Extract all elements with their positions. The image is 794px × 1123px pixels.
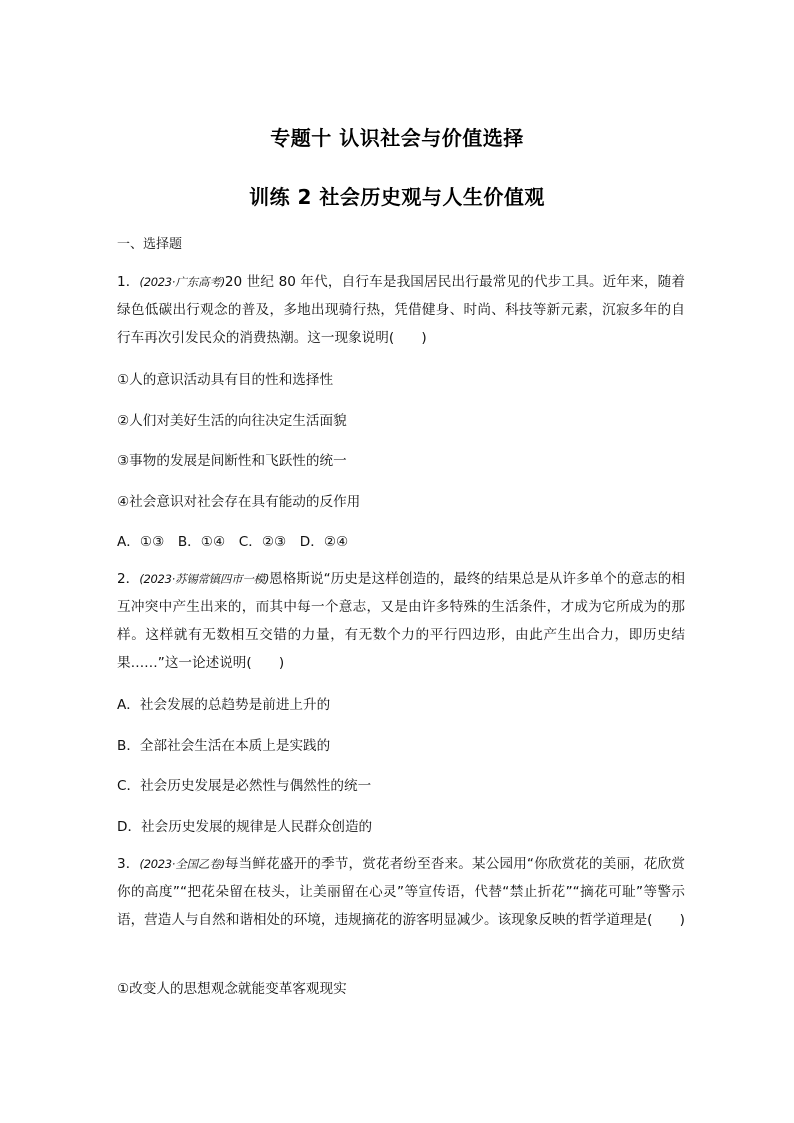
page-title: 专题十 认识社会与价值选择 (270, 126, 524, 150)
question-source: (2023·广东高考) (139, 275, 225, 289)
question-source: (2023·苏锡常镇四市一模) (139, 572, 270, 586)
answer-choice-b: B．全部社会生活在本质上是实践的 (117, 738, 331, 754)
question-1 (117, 268, 685, 352)
question-number: 3． (117, 856, 140, 872)
statement-item: ④社会意识对社会存在具有能动的反作用 (117, 494, 361, 510)
section-heading: 一、选择题 (117, 237, 183, 252)
question-2 (117, 565, 685, 677)
question-text: 恩格斯说“历史是这样创造的，最终的结果总是从许多单个的意志的相互冲突中产生出来的，而其中每一个意志，又是由许多特殊的生活条件，才成为它所成为的那样。这样就有无数相互交错的力量，有无数个力的平行四边形，由此产生出合力，即历史结果……”这一论述说明( ) (117, 571, 685, 671)
question-number: 2． (117, 571, 140, 587)
answer-options: A．①③ B．①④ C．②③ D．②④ (117, 534, 349, 550)
question-source: (2023·全国乙卷) (139, 857, 225, 871)
answer-choice-c: C．社会历史发展是必然性与偶然性的统一 (117, 778, 372, 794)
statement-item: ②人们对美好生活的向往决定生活面貌 (117, 413, 347, 429)
question-3 (117, 850, 685, 934)
question-text: 20 世纪 80 年代，自行车是我国居民出行最常见的代步工具。近年来，随着绿色低碳出行观念的普及，多地出现骑行热，凭借健身、时尚、科技等新元素，沉寂多年的自行车再次引发民众的消费热潮。这一现象说明( ) (117, 274, 685, 346)
page-subtitle: 训练 2 社会历史观与人生价值观 (249, 185, 545, 209)
answer-choice-a: A．社会发展的总趋势是前进上升的 (117, 697, 331, 713)
question-number: 1． (117, 274, 140, 290)
answer-choice-d: D．社会历史发展的规律是人民群众创造的 (117, 819, 373, 835)
statement-item: ③事物的发展是间断性和飞跃性的统一 (117, 453, 347, 469)
question-text: 每当鲜花盛开的季节，赏花者纷至沓来。某公园用“你欣赏花的美丽，花欣赏你的高度”“把花朵留在枝头，让美丽留在心灵”等宣传语，代替“禁止折花”“摘花可耻”等警示语，营造人与自然和谐相处的环境，违规摘花的游客明显减少。该现象反映的哲学道理是( ) (117, 856, 685, 928)
statement-item: ①改变人的思想观念就能变革客观现实 (117, 981, 347, 997)
statement-item: ①人的意识活动具有目的性和选择性 (117, 372, 334, 388)
